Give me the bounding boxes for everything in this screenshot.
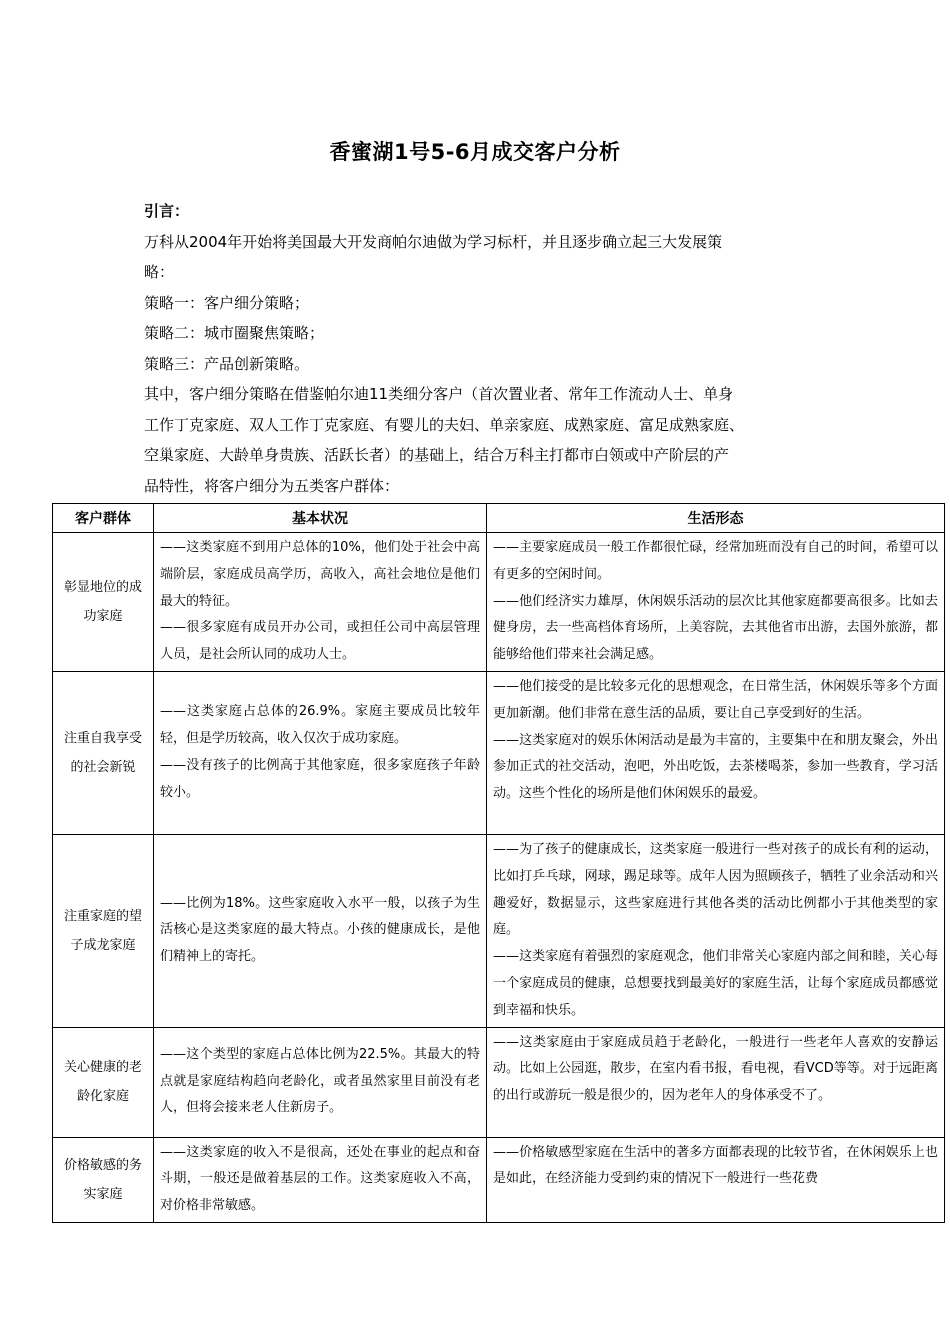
basic-cell (154, 834, 487, 1027)
intro-line: 其中，客户细分策略在借鉴帕尔迪11类细分客户（首次置业者、常年工作流动人士、单身 (144, 385, 734, 403)
basic-cell (154, 1027, 487, 1137)
life-cell (487, 533, 945, 672)
table-row (53, 1027, 945, 1137)
intro-line: 万科从2004年开始将美国最大开发商帕尔迪做为学习标杆，并且逐步确立起三大发展策 (144, 232, 723, 251)
table-row (53, 1137, 945, 1222)
life-paragraph: ——这类家庭由于家庭成员趋于老龄化，一般进行一些老年人喜欢的安静运动。比如上公园逛，散步，在室内看书报，看电视，看VCD等等。对于远距离的出行或游玩一般是很少的，因为老年人的身体承受不了。 (493, 1034, 938, 1104)
life-paragraph: ——为了孩子的健康成长，这类家庭一般进行一些对孩子的成长有利的运动，比如打乒乓球，网球，踢足球等。成年人因为照顾孩子，牺牲了业余活动和兴趣爱好，数据显示，这些家庭进行其他各类的活动比例都小于其他类型的家庭。 (493, 841, 938, 938)
basic-paragraph: ——这个类型的家庭占总体比例为22.5%。其最大的特点就是家庭结构趋向老龄化，或者虽然家里目前没有老人，但将会接来老人住新房子。 (160, 1046, 480, 1116)
header-basic: 基本状况 (154, 504, 487, 533)
basic-paragraph: ——这类家庭的收入不是很高，还处在事业的起点和奋斗期，一般还是做着基层的工作。这类家庭收入不高，对价格非常敏感。 (160, 1144, 480, 1214)
intro-line: 品特性，将客户细分为五类客户群体： (144, 476, 400, 495)
intro-section (144, 196, 824, 501)
header-group: 客户群体 (53, 504, 154, 533)
basic-paragraph: ——没有孩子的比例高于其他家庭，很多家庭孩子年龄较小。 (160, 757, 480, 800)
basic-paragraph: ——这类家庭不到用户总体的10%，他们处于社会中高端阶层，家庭成员高学历，高收入，高社会地位是他们最大的特征。 (160, 540, 480, 609)
life-paragraph: ——这类家庭有着强烈的家庭观念，他们非常关心家庭内部之间和睦，关心每一个家庭成员的健康，总想要找到最美好的家庭生活，让每个家庭成员都感觉到幸福和快乐。 (493, 949, 938, 1018)
life-paragraph: ——他们接受的是比较多元化的思想观念，在日常生活，休闲娱乐等多个方面更加新潮。他们非常在意生活的品质，要让自己享受到好的生活。 (493, 678, 938, 721)
table-row (53, 533, 945, 672)
life-paragraph: ——主要家庭成员一般工作都很忙碌，经常加班而没有自己的时间，希望可以有更多的空闲时间。 (493, 540, 938, 582)
basic-cell (154, 1137, 487, 1222)
header-life: 生活形态 (487, 504, 945, 533)
group-cell: 注重家庭的望子成龙家庭 (53, 834, 154, 1027)
basic-paragraph: ——比例为18%。这些家庭收入水平一般，以孩子为生活核心是这类家庭的最大特点。小孩的健康成长，是他们精神上的寄托。 (160, 895, 480, 965)
group-cell: 彰显地位的成功家庭 (53, 533, 154, 672)
group-cell: 价格敏感的务实家庭 (53, 1137, 154, 1222)
life-paragraph: ——这类家庭对的娱乐休闲活动是最为丰富的，主要集中在和朋友聚会，外出参加正式的社交活动，泡吧，外出吃饭，去茶楼喝茶，参加一些教育，学习活动。这些个性化的场所是他们休闲娱乐的最爱。 (493, 732, 938, 802)
intro-line: 略： (144, 263, 175, 281)
table-row (53, 834, 945, 1027)
customer-segment-table (52, 503, 945, 1223)
life-cell (487, 834, 945, 1027)
intro-line: 空巢家庭、大龄单身贵族、活跃长者）的基础上，结合万科主打都市白领或中产阶层的产 (144, 446, 730, 464)
basic-paragraph: ——很多家庭有成员开办公司，或担任公司中高层管理人员，是社会所认同的成功人士。 (160, 620, 480, 663)
basic-cell (154, 671, 487, 834)
basic-cell (154, 533, 487, 672)
page-title: 香蜜湖1号5-6月成交客户分析 (329, 140, 621, 164)
life-cell (487, 671, 945, 834)
intro-line: 工作丁克家庭、双人工作丁克家庭、有婴儿的夫妇、单亲家庭、成熟家庭、富足成熟家庭、 (144, 415, 745, 434)
basic-paragraph: ——这类家庭占总体的26.9%。家庭主要成员比较年轻，但是学历较高，收入仅次于成功家庭。 (160, 704, 480, 747)
life-paragraph: ——他们经济实力雄厚，休闲娱乐活动的层次比其他家庭都要高很多。比如去健身房，去一些高档体育场所，上美容院，去其他省市出游，去国外旅游，都能够给他们带来社会满足感。 (493, 593, 938, 663)
intro-line: 策略一：客户细分策略； (144, 293, 310, 312)
group-cell: 注重自我享受的社会新锐 (53, 671, 154, 834)
group-cell: 关心健康的老龄化家庭 (53, 1027, 154, 1137)
intro-line: 策略三：产品创新策略。 (144, 354, 310, 373)
life-cell (487, 1137, 945, 1222)
intro-heading: 引言： (144, 202, 190, 220)
table-row (53, 671, 945, 834)
life-cell (487, 1027, 945, 1137)
table-header-row (53, 504, 945, 533)
life-paragraph: ——价格敏感型家庭在生活中的著多方面都表现的比较节省，在休闲娱乐上也是如此，在经济能力受到约束的情况下一般进行一些花费 (493, 1144, 938, 1187)
intro-line: 策略二：城市圈聚焦策略； (144, 324, 325, 342)
